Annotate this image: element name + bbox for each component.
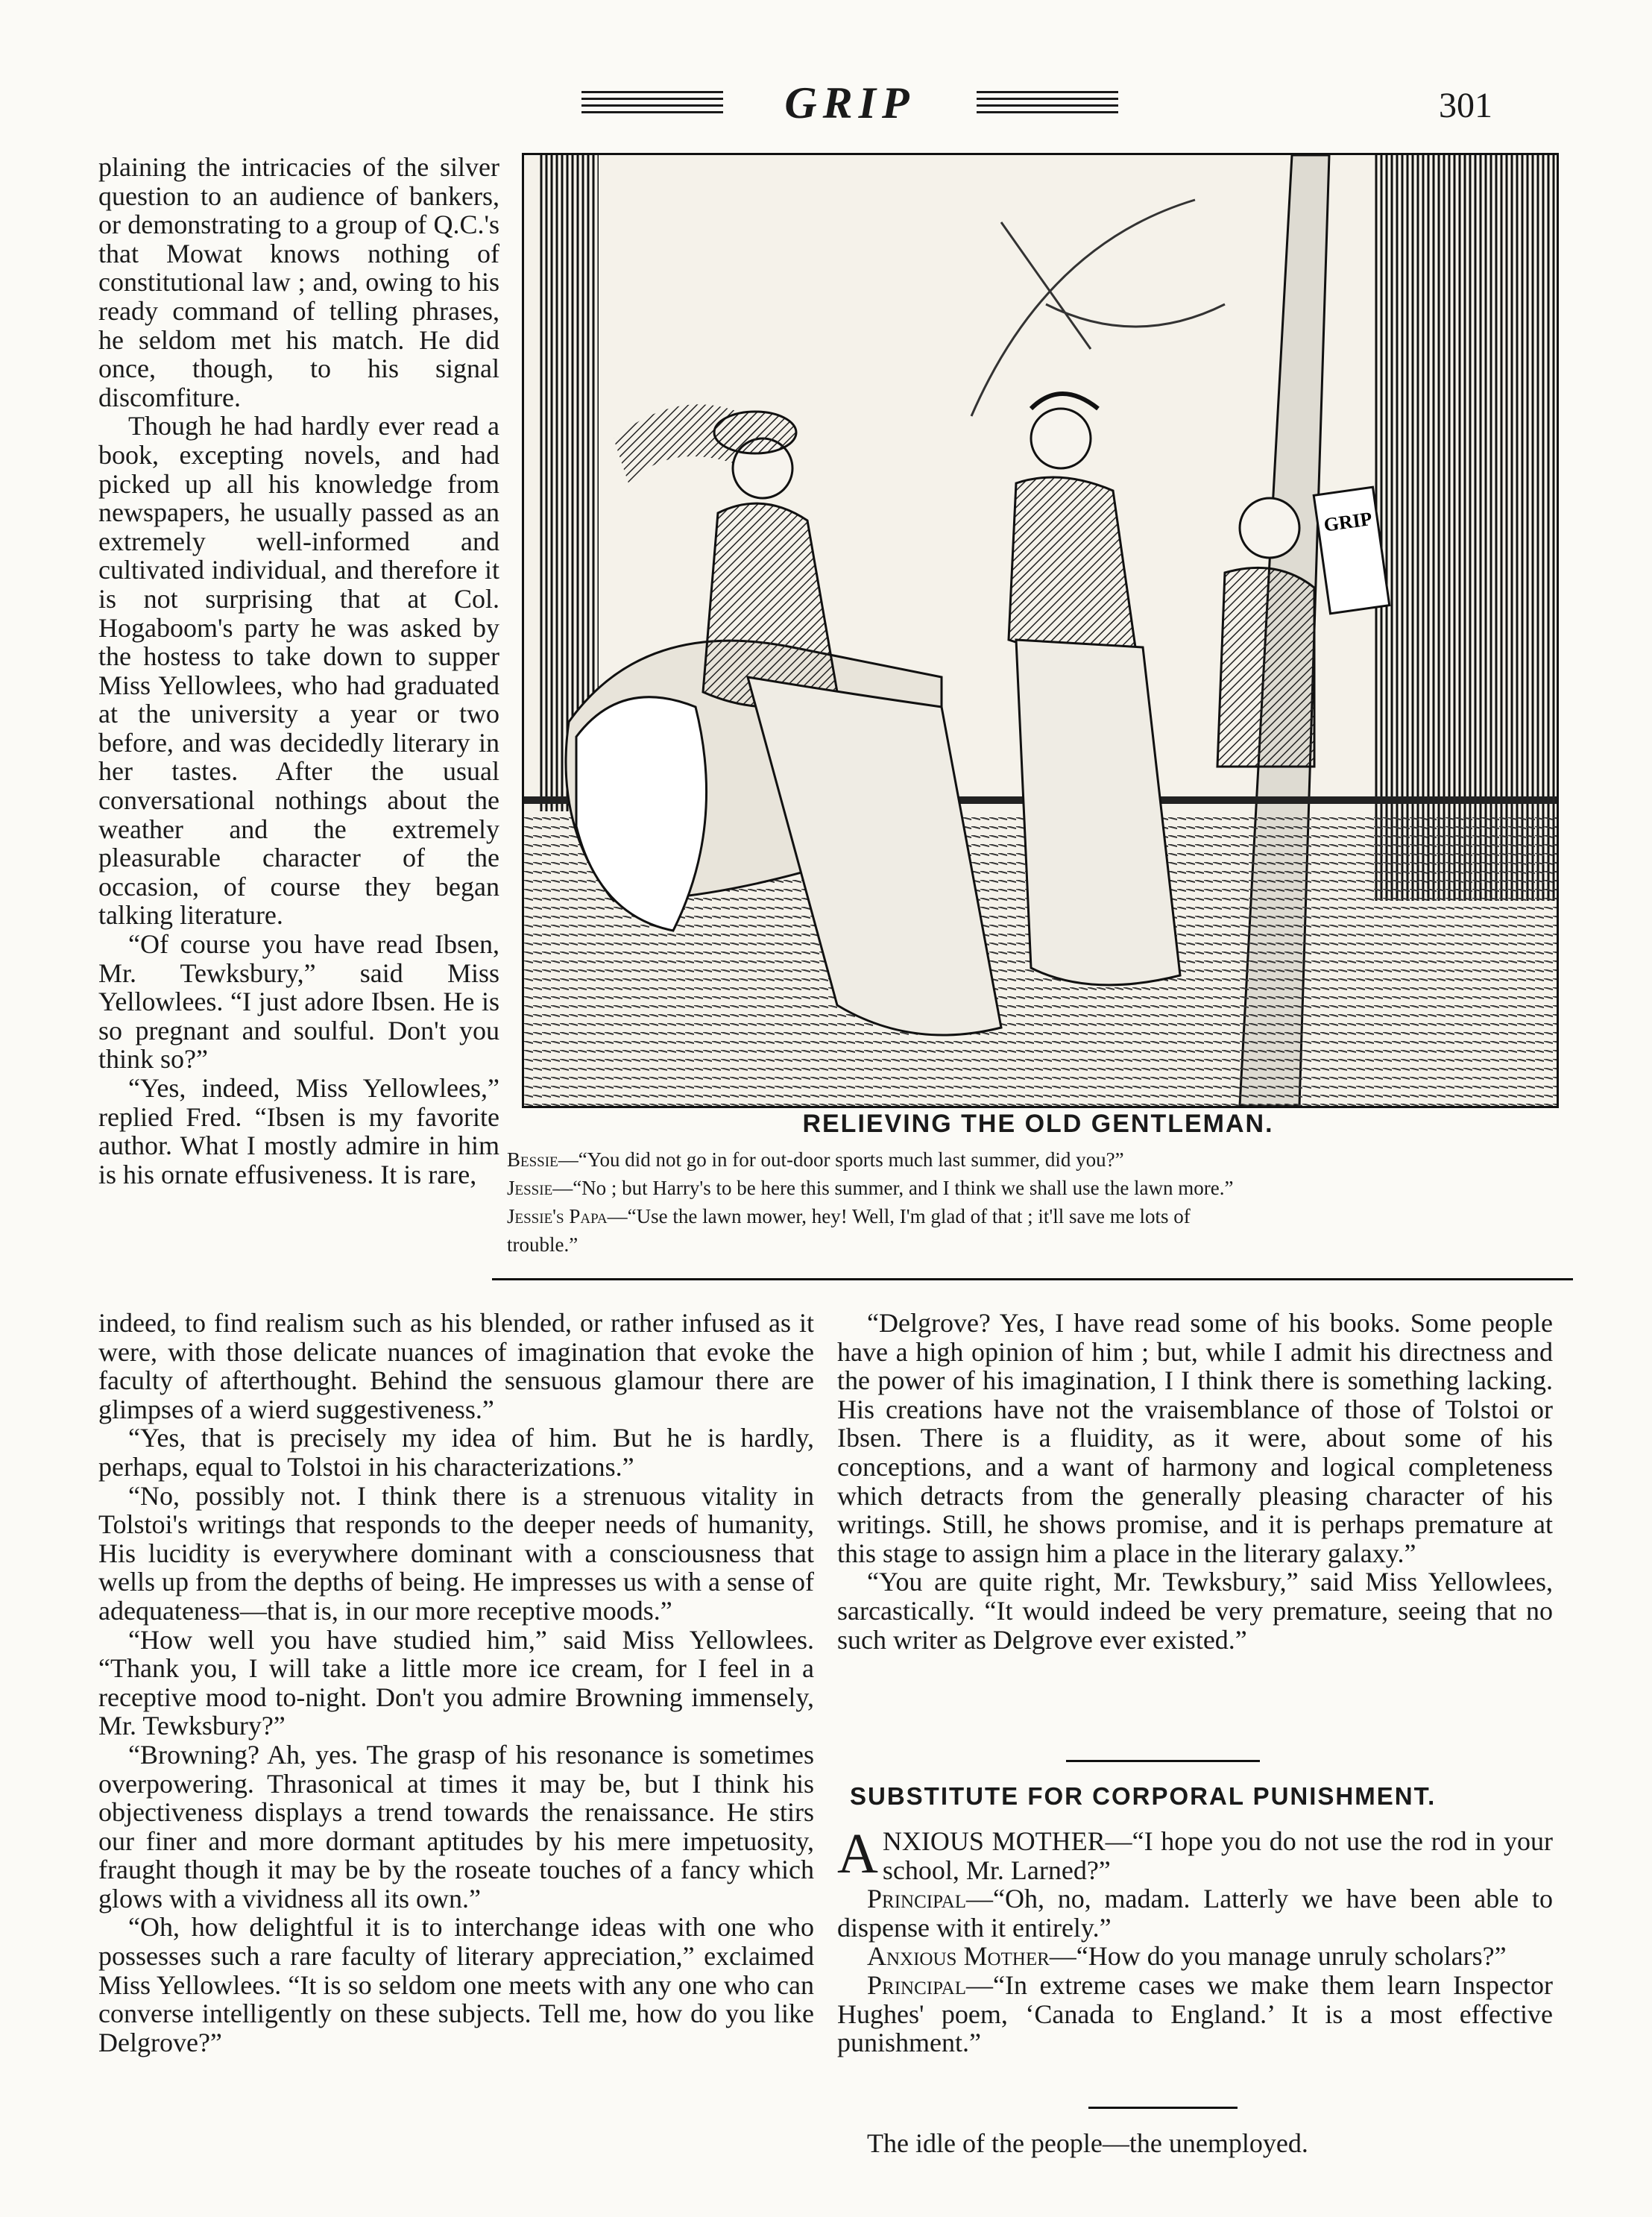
section-title: SUBSTITUTE FOR CORPORAL PUNISHMENT. <box>850 1782 1437 1810</box>
section-divider <box>1088 2107 1238 2109</box>
dialogue-text: “Oh, no, madam. Latterly we have been able to dispense with it entirely.” <box>837 1884 1553 1943</box>
dialogue-line: Principal—“In extreme cases we make them learn Inspector Hughes' poem, ‘Canada to England.’ It is a most effective punishment.” <box>837 1969 1553 2058</box>
paragraph: plaining the intricacies of the silver question to an audience of bankers, or demonstrating to a group of Q.C.'s that Mowat knows nothing of constitutional law ; and, owing to his ready command of telling phrases, he seldom met his match. He did once, though, to his signal discomfiture. <box>98 152 499 412</box>
dialogue-text: “In extreme cases we make them learn Inspector Hughes' poem, ‘Canada to England.’ It is a most effective punishment.” <box>837 1969 1553 2058</box>
caption-speaker: Jessie <box>507 1177 553 1199</box>
drop-cap: A <box>837 1823 878 1885</box>
paragraph: “Browning? Ah, yes. The grasp of his resonance is sometimes overpowering. Thrasonical at times it may be, but I think his objectiveness displays a trend towards the renaissance. He stirs our finer and more dormant aptitudes by his mere impetuosity, fraught though it may be by the roseate touches of a fancy which glows with a vividness all its own.” <box>98 1739 814 1913</box>
cartoon-caption <box>507 1145 1580 1259</box>
paragraph: “No, possibly not. I think there is a strenuous vitality in Tolstoi's writings that responds to the deeper needs of humanity, His lucidity is everywhere dominant with a consciousness that wells up from the depths of being. He impresses us with a sense of adequateness—that is, in our more receptive moods.” <box>98 1480 814 1626</box>
cartoon-title: RELIEVING THE OLD GENTLEMAN. <box>802 1110 1274 1138</box>
masthead-rule-right <box>977 91 1118 113</box>
dialogue-text: “How do you manage unruly scholars?” <box>1076 1941 1507 1972</box>
dialogue-line: ANXIOUS MOTHER—“I hope you do not use the rod in your school, Mr. Larned?” <box>837 1823 1554 1885</box>
caption-line: Jessie—“No ; but Harry's to be here this summer, and I think we shall use the lawn more.” <box>507 1177 1234 1199</box>
dialogue-block <box>837 1823 1554 2058</box>
newspaper-title: GRIP <box>1322 507 1374 536</box>
paragraph: “How well you have studied him,” said Miss Yellowlees. “Thank you, I will take a little more ice cream, for I feel in a receptive mood to-night. Don't you admire Browning immensely, Mr. Tewksbury?” <box>98 1624 814 1741</box>
closing-block <box>837 2129 1553 2158</box>
paragraph: “Of course you have read Ibsen, Mr. Tewksbury,” said Miss Yellowlees. “I just adore Ibsen. He is so pregnant and soulful. Don't you think so?” <box>98 929 499 1075</box>
dialogue-line: Anxious Mother—“How do you manage unruly scholars?” <box>867 1941 1507 1972</box>
caption-speaker: Bessie <box>507 1148 558 1171</box>
page-number: 301 <box>1439 86 1492 125</box>
paragraph: Though he had hardly ever read a book, excepting novels, and had picked up all his knowledge from newspapers, he usually passed as an extremely well-informed and cultivated individual, and therefore it is not surprising that at Col. Hogaboom's party he was asked by the hostess to take down to supper Miss Yellowlees, who had graduated at the university a year or two before, and was decidedly literary in her tastes. After the usual conversational nothings about the weather and the extremely pleasurable character of the occasion, of course they began talking literature. <box>98 411 499 931</box>
dialogue-speaker: Principal <box>867 1969 967 2000</box>
masthead <box>581 78 1118 128</box>
cartoon-illustration <box>522 153 1559 1108</box>
caption-text: “Use the lawn mower, hey! Well, I'm glad of that ; it'll save me lots of <box>627 1205 1191 1227</box>
dialogue-speaker: Anxious Mother <box>867 1941 1050 1972</box>
dialogue-speaker: Principal <box>867 1884 967 1914</box>
caption-text: “No ; but Harry's to be here this summer, and I think we shall use the lawn more.” <box>573 1177 1234 1199</box>
left-column <box>98 153 499 1189</box>
dialogue-speaker: NXIOUS MOTHER <box>882 1826 1106 1856</box>
caption-text: “You did not go in for out-door sports much last summer, did you?” <box>578 1148 1124 1171</box>
dialogue-text: “I hope you do not use the rod in your school, Mr. Larned?” <box>882 1826 1554 1885</box>
paragraph: indeed, to find realism such as his blended, or rather infused as it were, with those delicate nuances of imagination that evoke the faculty of afterthought. Behind the sensuous glamour there are glimpses of a wierd suggestiveness.” <box>98 1308 814 1424</box>
paragraph: “Yes, that is precisely my idea of him. But he is hardly, perhaps, equal to Tolstoi in his characterizations.” <box>98 1423 814 1482</box>
dialogue-line: Principal—“Oh, no, madam. Latterly we have been able to dispense with it entirely.” <box>837 1884 1553 1943</box>
caption-divider <box>492 1278 1573 1280</box>
body-right-column <box>837 1309 1553 1654</box>
paragraph: “You are quite right, Mr. Tewksbury,” said Miss Yellowlees, sarcastically. “It would indeed be very premature, seeing that no such writer as Delgrove ever existed.” <box>837 1567 1553 1655</box>
caption-line: Jessie's Papa—“Use the lawn mower, hey! Well, I'm glad of that ; it'll save me lots of <box>507 1205 1191 1227</box>
body-left-column <box>98 1309 814 2057</box>
curtain <box>1374 155 1557 901</box>
section-divider <box>1066 1760 1260 1762</box>
paragraph: “Oh, how delightful it is to interchange ideas with one who possesses such a rare faculty of literary appreciation,” exclaimed Miss Yellowlees. “It is so seldom one meets with any one who can converse intelligently on these subjects. Tell me, how do you like Delgrove?” <box>98 1912 814 2057</box>
cartoon-drawing <box>524 155 1557 1106</box>
caption-overflow: trouble.” <box>507 1233 578 1256</box>
caption-line: Bessie—“You did not go in for out-door sports much last summer, did you?” <box>507 1148 1124 1171</box>
masthead-rule-left <box>581 91 723 113</box>
masthead-title: GRIP <box>784 78 915 128</box>
caption-speaker: Jessie's Papa <box>507 1205 608 1227</box>
closing-line: The idle of the people—the unemployed. <box>867 2128 1308 2158</box>
paragraph: “Delgrove? Yes, I have read some of his books. Some people have a high opinion of him ; but, while I admit his directness and the power of his imagination, I I think there is something lacking. His creations have not the vraisemblance of those of Tolstoi or Ibsen. There is a fluidity, as it were, about some of his conceptions, and a want of harmony and logical completeness which detracts from the generally pleasing character of his writings. Still, he shows promise, and it is perhaps premature at this stage to assign him a place in the literary galaxy.” <box>837 1308 1553 1568</box>
paragraph: “Yes, indeed, Miss Yellowlees,” replied Fred. “Ibsen is my favorite author. What I mostly admire in him is his ornate effusiveness. It is rare, <box>98 1073 499 1189</box>
